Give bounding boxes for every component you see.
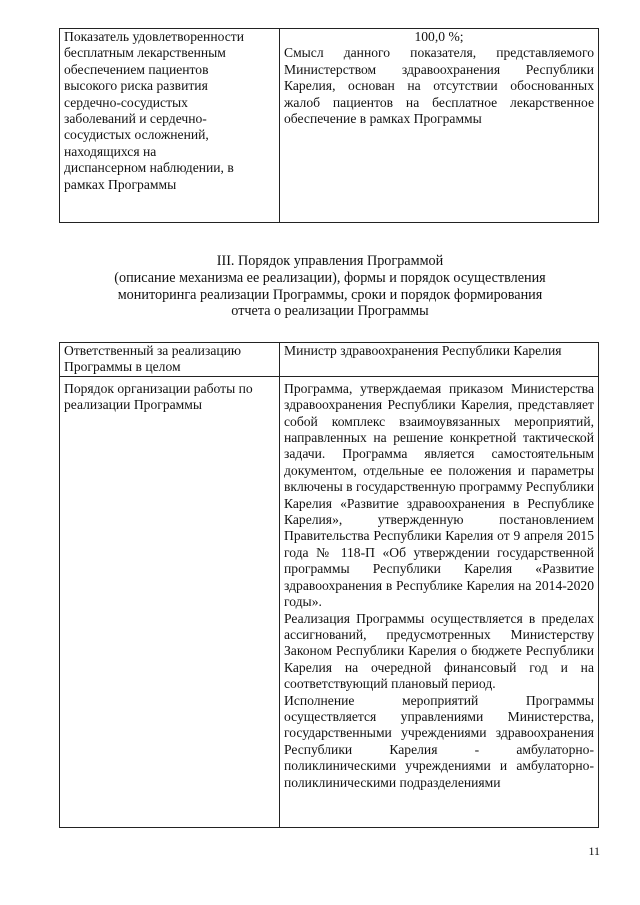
indicator-name-line: сосудистых осложнений, xyxy=(64,127,209,143)
management-table xyxy=(59,342,599,828)
indicator-name-line: находящихся на xyxy=(64,143,157,159)
table-row xyxy=(60,29,599,223)
indicator-name-line: сердечно-сосудистых xyxy=(64,94,188,110)
indicator-name-line: высокого риска развития xyxy=(64,78,208,94)
indicator-name-line: рамках Программы xyxy=(64,176,177,192)
table-row xyxy=(60,376,599,827)
indicator-description: Смысл данного показателя, представляемого Министерством здравоохранения Республики Карелия, основан на отсутствии обоснованных жалоб пациентов на бесплатное лекарственное обеспечение в рамках Программы xyxy=(284,45,594,127)
indicator-name-line: диспансерном наблюдении, в xyxy=(64,160,234,176)
section-subtitle-line: мониторинга реализации Программы, сроки и порядок формирования xyxy=(117,286,543,303)
section-subtitle-line: отчета о реализации Программы xyxy=(231,303,429,320)
section-title: III. Порядок управления Программой xyxy=(216,253,444,269)
table-row xyxy=(60,343,599,377)
indicator-value: 100,0 %; xyxy=(414,29,464,44)
indicator-name-line: Показатель удовлетворенности xyxy=(64,29,244,44)
section-heading xyxy=(60,253,600,320)
indicator-table xyxy=(59,28,599,223)
indicator-name-cell xyxy=(60,29,280,223)
procedure-paragraph: Реализация Программы осуществляется в пределах ассигнований, предусмотренных Министерству Законом Республики Карелия о бюджете Республики Карелия на очередной финансовый год и на соответствующий плановый период. xyxy=(284,610,594,692)
indicator-name-line: заболеваний и сердечно- xyxy=(64,111,207,127)
indicator-name-line: обеспечением пациентов xyxy=(64,61,209,77)
page-number: 11 xyxy=(588,844,600,858)
section-subtitle-line: (описание механизма ее реализации), формы и порядок осуществления xyxy=(114,269,546,286)
procedure-paragraph: Исполнение мероприятий Программы осуществляется управлениями Министерства, государственными учреждениями здравоохранения Республики Карелия - амбулаторно-поликлиническими учреждениями и амбулаторно-поликлиническими подразделениями xyxy=(284,692,594,790)
indicator-name-line: бесплатным лекарственным xyxy=(64,45,226,61)
responsible-value-cell: Министр здравоохранения Республики Карелия xyxy=(280,343,599,377)
indicator-value-cell xyxy=(280,29,599,223)
responsible-label-cell: Ответственный за реализацию Программы в целом xyxy=(60,343,280,377)
procedure-text-cell xyxy=(280,376,599,827)
procedure-label-cell: Порядок организации работы по реализации Программы xyxy=(60,376,280,827)
procedure-paragraph: Программа, утверждаемая приказом Министерства здравоохранения Республики Карелия, представляет собой комплекс взаимоувязанных мероприятий, направленных на решение конкретной тактической задачи. Программа является самостоятельным документом, отдельные ее положения и параметры включены в государственную программу Республики Карелия «Развитие здравоохранения в Республике Карелия», утвержденную постановлением Правительства Республики Карелия от 9 апреля 2015 года № 118-П «Об утверждении государственной программы Республики Карелия «Развитие здравоохранения в Республике Карелия на 2014-2020 годы». xyxy=(284,380,594,610)
